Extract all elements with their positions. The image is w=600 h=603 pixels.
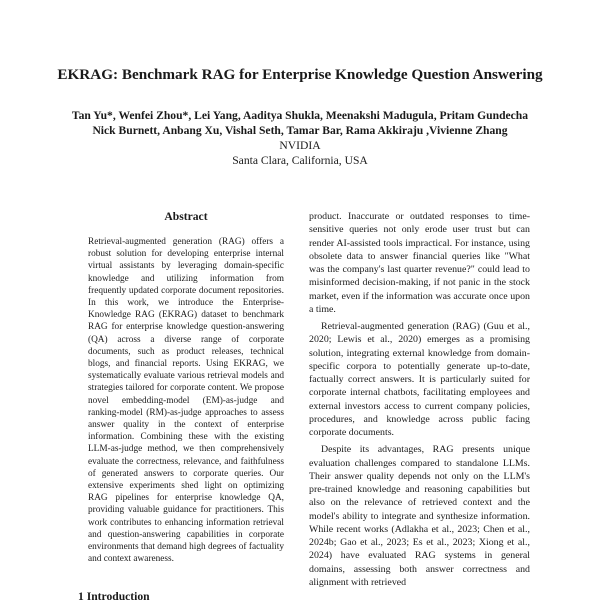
abstract-text xyxy=(88,236,284,565)
body-paragraph-2: Retrieval-augmented generation (RAG) (Guu et al., 2020; Lewis et al., 2020) emerges as a promising solution, integrating external knowledge from domain-specific corpora to potentially generate up-to-date, factually correct answers. It is particularly suited for corporate internal chatbots, facilitating employees and external investors access to current company policies, procedures, and knowledge across public facing corporate documents. xyxy=(309,321,530,438)
body-paragraph-1: product. Inaccurate or outdated responses to time-sensitive queries not only erode user trust but can render AI-assisted tools impractical. For instance, using obsolete data to answer financial queries like "What was the company's last quarter revenue?" could lead to misinformed decision-making, if not panic in the stock market, even if the information was accurate once upon a time. xyxy=(309,211,530,315)
authors-line-1: Tan Yu*, Wenfei Zhou*, Lei Yang, Aaditya Shukla, Meenakshi Madugula, Pritam Gundecha xyxy=(71,109,529,122)
author-list xyxy=(0,108,600,138)
affiliation-org: NVIDIA xyxy=(279,139,321,152)
affiliation xyxy=(0,138,600,168)
authors-line-2: Nick Burnett, Anbang Xu, Vishal Seth, Tamar Bar, Rama Akkiraju ,Vivienne Zhang xyxy=(92,124,508,137)
body-paragraph-3: Despite its advantages, RAG presents unique evaluation challenges compared to standalone LLMs. Their answer quality depends not only on the LLM's pre-trained knowledge and reasoning capabilities but also on the relevance of retrieved context and the model's ability to integrate and synthesize information. While recent works (Adlakha et al., 2023; Chen et al., 2024b; Gao et al., 2023; Es et al., 2023; Xiong et al., 2024) have evaluated RAG systems in general domains, assessing both answer correctness and alignment with retrieved xyxy=(309,444,530,588)
abstract-heading: Abstract xyxy=(164,210,208,223)
paper-title: EKRAG: Benchmark RAG for Enterprise Knowledge Question Answering xyxy=(57,66,543,83)
right-column xyxy=(309,210,530,593)
affiliation-location: Santa Clara, California, USA xyxy=(232,154,368,167)
section-heading-introduction: 1 Introduction xyxy=(78,590,150,603)
abstract-paragraph: Retrieval-augmented generation (RAG) offers a robust solution for developing enterprise internal virtual assistants by leveraging domain-specific knowledge and utilizing information from frequently updated corporate document repositories. In this work, we introduce the Enterprise-Knowledge RAG (EKRAG) dataset to benchmark RAG for enterprise knowledge question-answering (QA) across a diverse range of corporate documents, such as product releases, technical blogs, and financial reports. Using EKRAG, we systematically evaluate various retrieval models and strategies tailored for corporate content. We propose novel embedding-model (EM)-as-judge and ranking-model (RM)-as-judge approaches to assess answer quality in the context of enterprise information. Combining these with the existing LLM-as-judge method, we then comprehensively evaluate the correctness, relevance, and faithfulness of generated answers to corporate queries. Our extensive experiments shed light on optimizing RAG pipelines for enterprise knowledge QA, providing valuable guidance for practitioners. This work contributes to enhancing information retrieval and question-answering capabilities in corporate environments that demand high degrees of factuality and context awareness. xyxy=(88,237,284,565)
